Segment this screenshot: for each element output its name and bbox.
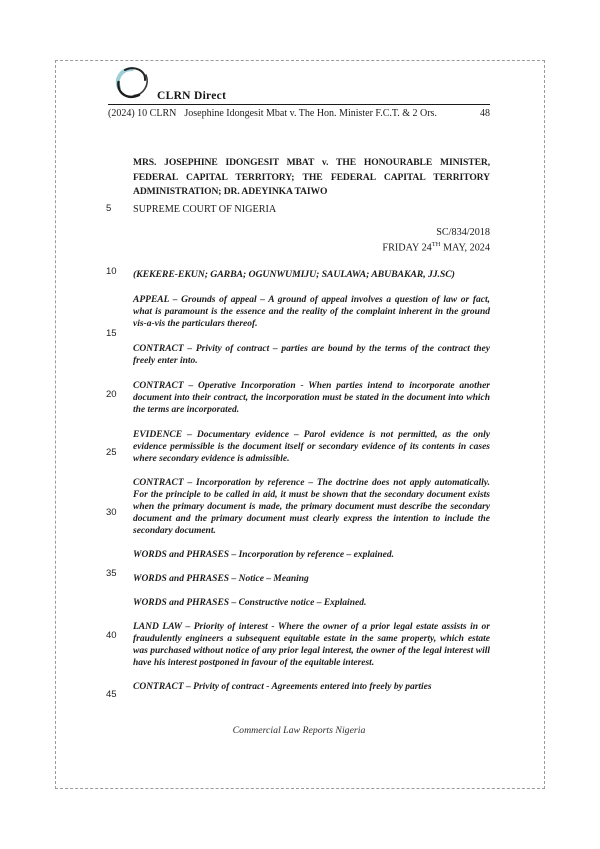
date-ordinal: TH [431, 241, 441, 249]
suit-number: SC/834/2018 [436, 226, 490, 238]
date-month-year: MAY, 2024 [440, 242, 490, 254]
headnote-contract-privity: CONTRACT – Privity of contract – parties are bound by the terms of the contract they freely enter into. [133, 344, 490, 367]
headnote-contract-operative-incorporation: CONTRACT – Operative Incorporation - When parties intend to incorporate another document into their contract, the incorporation must be stated in the document into which the terms are incorporated. [133, 381, 490, 416]
margin-line-number: 25 [106, 447, 117, 458]
header-rule [108, 104, 490, 105]
margin-line-number: 15 [106, 328, 117, 339]
margin-line-number: 35 [106, 568, 117, 579]
headnote-contract-incorporation-by-reference: CONTRACT – Incorporation by reference – The doctrine does not apply automatically. For the principle to be called in aid, it must be shown that the secondary document exists when the primary document is made, the primary document must describe the secondary document and the primary document must clearly express the intention to include the secondary document. [133, 478, 490, 537]
margin-line-number: 10 [106, 266, 117, 277]
footer-imprint: Commercial Law Reports Nigeria [232, 725, 366, 736]
judgment-date [133, 239, 490, 255]
volume-citation: (2024) 10 CLRN [108, 108, 177, 119]
judges-panel: (KEKERE-EKUN; GARBA; OGUNWUMIJU; SAULAWA; ABUBAKAR, JJ.SC) [133, 269, 455, 281]
case-title: MRS. JOSEPHINE IDONGESIT MBAT v. THE HONOURABLE MINISTER, FEDERAL CAPITAL TERRITORY; THE FEDERAL CAPITAL TERRITORY ADMINISTRATION; DR. ADEYINKA TAIWO [133, 157, 490, 198]
clrn-logo-swirl-icon [111, 64, 153, 102]
running-header [108, 108, 490, 119]
margin-line-number: 5 [106, 203, 112, 214]
brand-name: CLRN Direct [157, 90, 227, 102]
headnote-contract-privity-agreements: CONTRACT – Privity of contract - Agreements entered into freely by parties [133, 682, 432, 693]
margin-line-number: 30 [106, 507, 117, 518]
report-body [133, 156, 490, 705]
headnote-appeal: APPEAL – Grounds of appeal – A ground of appeal involves a question of law or fact, what is paramount is the essence and the reality of the complaint inherent in the ground vis-a-vis the particulars thereof. [133, 295, 490, 330]
headnote-evidence-documentary: EVIDENCE – Documentary evidence – Parol evidence is not permitted, as the only evidence permissible is the document itself or secondary evidence of its contents in cases where secondary evidence is admissible. [133, 430, 490, 465]
headnote-words-phrases-incorporation: WORDS and PHRASES – Incorporation by reference – explained. [133, 550, 395, 561]
margin-line-number: 45 [106, 689, 117, 700]
margin-line-number: 40 [106, 630, 117, 641]
page-number: 48 [480, 108, 490, 119]
margin-line-number: 20 [106, 389, 117, 400]
date-day: FRIDAY 24 [382, 242, 432, 254]
headnote-words-phrases-notice: WORDS and PHRASES – Notice – Meaning [133, 574, 309, 585]
headnote-land-law-priority: LAND LAW – Priority of interest - Where the owner of a prior legal estate assists in or fraudulently engineers a subsequent equitable estate in the same property, which estate was purchased without notice of any prior legal interest, the owner of the legal interest will have his interest postponed in favour of the equitable interest. [133, 622, 490, 669]
headnote-words-phrases-constructive-notice: WORDS and PHRASES – Constructive notice – Explained. [133, 598, 367, 609]
court-name: SUPREME COURT OF NIGERIA [133, 203, 277, 215]
citation-block [133, 227, 490, 255]
case-short-title: Josephine Idongesit Mbat v. The Hon. Minister F.C.T. & 2 Ors. [184, 108, 437, 119]
